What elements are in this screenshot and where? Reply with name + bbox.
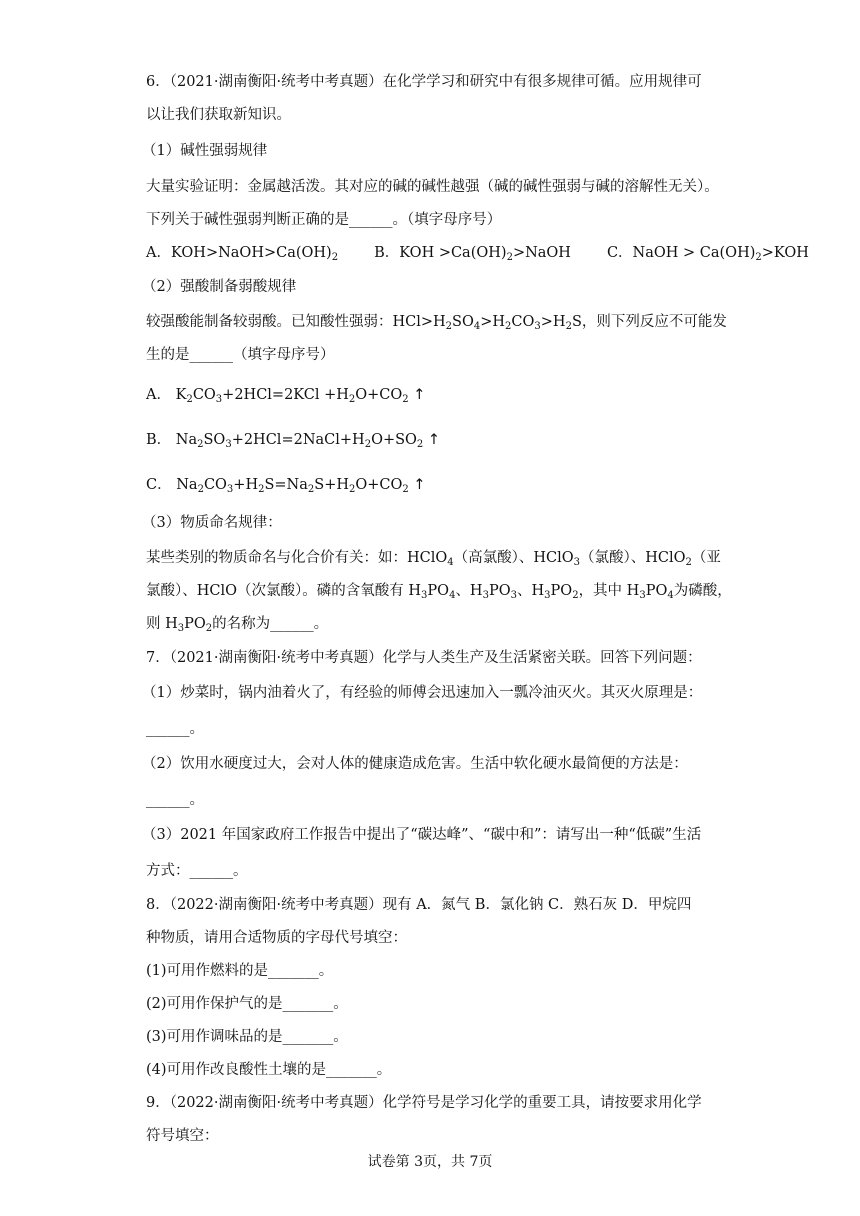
q6-section-3-title: （3）物质命名规律： [142, 515, 282, 531]
q8-item-1: (1)可用作燃料的是_______。 [146, 963, 334, 979]
option-a: A．$KOH>NaOH>Ca(OH)_2$ [146, 245, 339, 263]
q6-section-1-para-1: 大量实验证明：金属越活泼。其对应的碱的碱性越强（碱的碱性强弱与碱的溶解性无关）。 [146, 179, 719, 195]
q7-part-2-b: ______。 [146, 792, 204, 808]
equation-b: B． $Na_2SO_3+2HCl=2NaCl+H_2O+SO_2$ ↑ [146, 432, 441, 450]
option-c: C．NaOH > $Ca(OH)_2>KOH$ [606, 245, 809, 263]
q6-options-row [146, 243, 809, 265]
q6-section-2-para-2: 生的是______（填字母序号） [146, 347, 335, 363]
q7-part-3-a: （3）2021 年国家政府工作报告中提出了“碳达峰”、“碳中和”：请写出一种“低碳”生活 [142, 827, 702, 843]
up-arrow-icon: ↑ [413, 477, 426, 493]
equation-c: C． $Na_2CO_3+H_2S=Na_2S+H_2O+CO_2$ ↑ [146, 477, 426, 495]
q8-line-1: 8．（2022·湖南衡阳·统考中考真题）现有 A．氮气 B．氯化钠 C．熟石灰 D．甲烷四 [146, 897, 692, 913]
q7-part-2-a: （2）饮用水硬度过大，会对人体的健康造成危害。生活中软化硬水最简便的方法是： [142, 756, 688, 772]
q6-section-3-para-2: 氯酸）、HClO（次氯酸）。磷的含氧酸有 $H_3PO_4$、$H_3PO_3$、$H_3PO_2$，其中 $H_3PO_4$为磷酸， [146, 583, 732, 601]
q6-line-1: 6．（2021·湖南衡阳·统考中考真题）在化学学习和研究中有很多规律可循。应用规律可 [146, 74, 702, 90]
up-arrow-icon: ↑ [427, 432, 441, 448]
q6-section-2-title: （2）强酸制备弱酸规律 [142, 279, 297, 295]
q7-line-1: 7．（2021·湖南衡阳·统考中考真题）化学与人类生产及生活紧密关联。回答下列问题： [146, 650, 702, 666]
q8-item-4: (4)可用作改良酸性土壤的是_______。 [146, 1062, 392, 1078]
q7-part-3-b: 方式：______。 [146, 863, 248, 879]
q7-part-1-a: （1）炒菜时，锅内油着火了，有经验的师傅会迅速加入一瓢冷油灭火。其灭火原理是： [142, 685, 703, 701]
q9-line-2: 符号填空： [146, 1128, 219, 1144]
q9-line-1: 9．（2022·湖南衡阳·统考中考真题）化学符号是学习化学的重要工具，请按要求用化学 [146, 1095, 702, 1111]
q6-section-1-para-2: 下列关于碱性强弱判断正确的是______。（填字母序号） [146, 212, 502, 228]
option-b: B．KOH $>Ca(OH)_2>NaOH$ [374, 245, 571, 263]
page-footer: 试卷第 3页，共 7页 [367, 1154, 493, 1170]
q7-part-1-b: ______。 [146, 721, 204, 737]
q6-section-3-para-1: 某些类别的物质命名与化合价有关：如：HClO$_4$（高氯酸）、HClO$_3$（氯酸）、HClO$_2$（亚 [146, 550, 721, 568]
equation-a: A． $K_2CO_3+2HCl=2KCl +H_2O+CO_2$ ↑ [146, 387, 426, 405]
q8-item-3: (3)可用作调味品的是_______。 [146, 1029, 348, 1045]
q8-item-2: (2)可用作保护气的是_______。 [146, 996, 348, 1012]
q6-section-3-para-3: 则 $H_3PO_2$的名称为______。 [146, 616, 329, 634]
up-arrow-icon: ↑ [413, 387, 426, 403]
q6-line-2: 以让我们获取新知识。 [146, 107, 291, 123]
q8-line-2: 种物质，请用合适物质的字母代号填空： [146, 930, 407, 946]
q6-section-2-para-1: 较强酸能制备较弱酸。已知酸性强弱：$HCl>H_2SO_4>H_2CO_3>H_2S$，则下列反应不可能发 [146, 314, 727, 332]
q6-section-1-title: （1）碱性强弱规律 [142, 143, 268, 159]
